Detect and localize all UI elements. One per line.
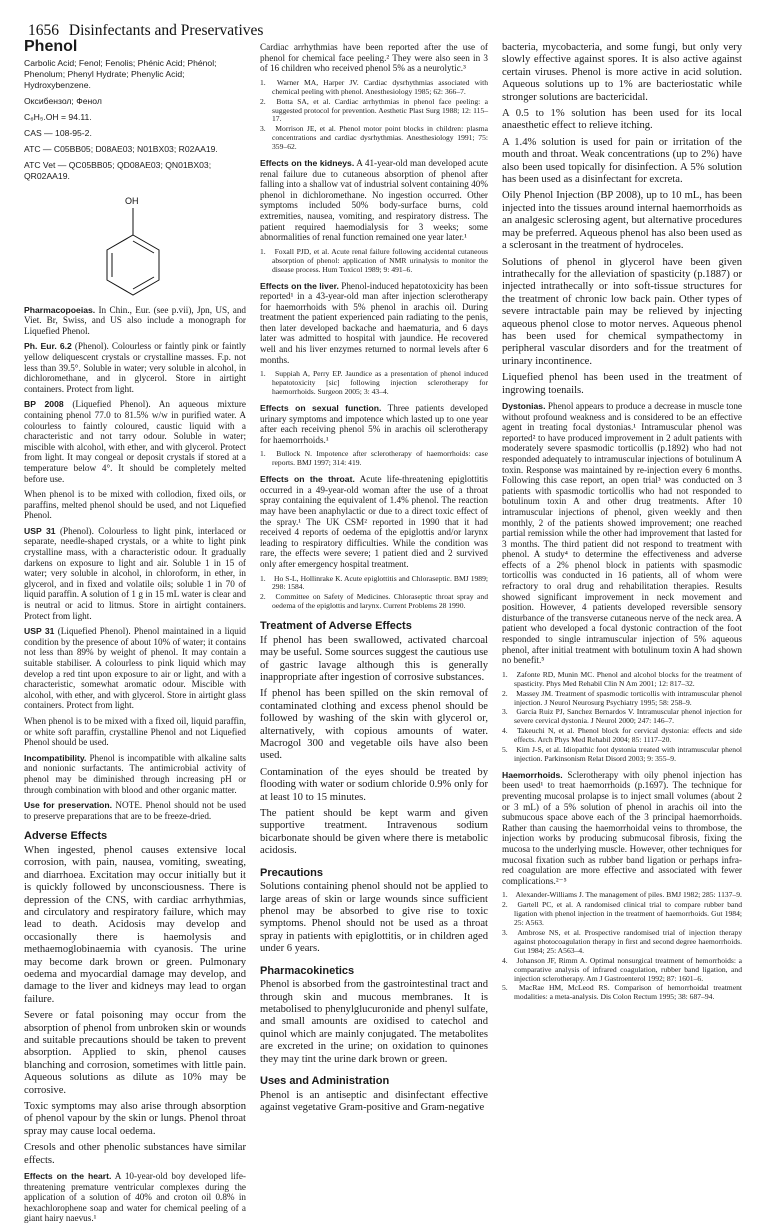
precautions-heading: Precautions	[260, 866, 323, 879]
uses-paragraph: Oily Phenol Injection (BP 2008), up to 10 mL, has been injected into the tissues around internal haemorrhoids as an analgesic sclerosing agent, but alternative procedures may be preferred. Aqueous phenol has also been used as a sclerosant in the treatment of hydroceles.	[502, 190, 742, 252]
reference-number: 3.	[260, 124, 266, 134]
reference-number: 3.	[502, 928, 508, 938]
pharmacokinetics-paragraph: Phenol is absorbed from the gastrointestinal tract and through skin and mucous membranes. It is metabolised to phenylglucuronide and phenyl sulfate, and small amounts are oxidised to catechol and quinol which are mainly conjugated. The metabolites are excreted in the urine; on oxidation to quinones they may tint the urine dark brown or green.	[260, 979, 488, 1065]
reference-text: Massey JM. Treatment of spasmodic torticollis with intramuscular phenol injection. J Neurol Neurosurg Psychiatry 1995; 58: 258–9.	[514, 688, 742, 707]
reference-item	[260, 593, 488, 611]
reference-number: 1.	[260, 573, 266, 583]
reference-item	[502, 891, 742, 900]
reference-number: 2.	[260, 96, 266, 106]
reference-item	[260, 98, 488, 125]
cas-number: CAS — 108-95-2.	[24, 127, 92, 138]
liver-entry: Effects on the liver. Phenol-induced hepatotoxicity has been reported¹ in a 43-year-old man after injection sclerotherapy for haemorrhoids with 5% phenol in arachis oil. During treatment the patient experienced pain radiating to the penis, then later developed backache and haematuria, and 6 days later was admitted to hospital with jaundice. He recovered well and his liver enzymes returned to normal levels after 6 months.	[260, 280, 488, 365]
structure-double-bond	[133, 277, 154, 289]
reference-item	[502, 690, 742, 708]
reference-list	[502, 671, 742, 764]
structure-oh-label: OH	[125, 195, 139, 206]
reference-text: Ambrose NS, et al. Prospective randomised trial of injection therapy against photocoagulation therapy in first and second degree haemorrhoids. Gut 1984; 25: A563–4.	[514, 928, 742, 955]
reference-list	[260, 248, 488, 275]
usp-entry: USP 31 (Phenol). Colourless to light pink, interlaced or separate, needle-shaped crystals, or a white to light pink crystalline mass, with a characteristic odour. It gradually darkens on exposure to light and air. Soluble 1 in 15 of water; very soluble in alcohol, in chloroform, in ether, in glycerol, and in fixed and volatile oils; soluble 1 in 70 of liquid paraffin. A solution of 1 g in 15 mL water is clear and is neutral or acid to litmus. Store in airtight containers. Protect from light.	[24, 525, 247, 621]
reference-text: Morrison JE, et al. Phenol motor point blocks in children: plasma concentrations and cardiac dysrhythmias. Anesthesiology 1991; 75: 359–62.	[272, 124, 488, 152]
molecular-formula: C₆H₅.OH = 94.11.	[24, 111, 92, 122]
synonyms: Carbolic Acid; Fenol; Fenolis; Phénic Acid; Phénol; Phenolum; Phenyl Hydrate; Phenylic Acid; Hydroxybenzene.	[24, 57, 217, 90]
adverse-paragraph: Severe or fatal poisoning may occur from the absorption of phenol from unbroken skin or wounds and suitable precautions should be taken to prevent absorption. Applied to skin, phenol causes blanching and corrosion, sometimes with little pain. Aqueous solutions as dilute as 10% may be corrosive.	[24, 1010, 246, 1096]
uses-paragraph: A 1.4% solution is used for pain or irritation of the mouth and throat. Weak concentrations (up to 2%) have also been used topically for disinfection. A 5% solution has been used as a disinfectant for excreta.	[502, 136, 742, 186]
reference-number: 1.	[502, 890, 508, 900]
reference-text: García Ruiz PJ, Sanchez Bernardos V. Intramuscular phenol injection for severe cervical dystonia. J Neurol 2000; 247: 146–7.	[514, 707, 742, 726]
precautions-paragraph: Solutions containing phenol should not be applied to large areas of skin or large wounds since sufficient phenol may be absorbed to give rise to toxic symptoms. Phenol should not be used as a throat spray in patients with epiglottitis, or in children aged under 6 years.	[260, 881, 488, 955]
sexual-function-entry: Effects on sexual function. Three patients developed urinary symptoms and impotence which lasted up to one year after each receiving phenol 5% in arachis oil sclerotherapy for haemorrhoids.¹	[260, 402, 488, 445]
reference-item	[260, 125, 488, 152]
page-number: 1656	[28, 22, 59, 39]
reference-text: Alexander-Williams J. The management of piles. BMJ 1982; 285: 1137–9.	[514, 890, 742, 900]
reference-list	[260, 575, 488, 612]
reference-text: Ho S-L, Hollinrake K. Acute epiglottitis and Chloraseptic. BMJ 1989; 298: 1584.	[272, 573, 488, 592]
pharmacokinetics-heading: Pharmacokinetics	[260, 964, 355, 977]
treatment-paragraph: The patient should be kept warm and given supportive treatment. Intravenous sodium bicarbonate should be given where there is metabolic acidosis.	[260, 808, 488, 857]
reference-text: Johanson JF, Rimm A. Optimal nonsurgical treatment of hemorrhoids: a comparative analysis of infrared coagulation, rubber band ligation, and injection sclerotherapy. Am J Gastroenterol 1992; 87: 1601–6.	[514, 955, 742, 983]
pharmacopoeias-entry: Pharmacopoeias. In Chin., Eur. (see p.vii), Jpn, US, and Viet. Br, Swiss, and US also include a monograph for Liquefied Phenol.	[24, 304, 247, 336]
monograph-title: Phenol	[24, 38, 78, 55]
adverse-paragraph: Toxic symptoms may also arise through absorption of phenol vapour by the skin or lungs. Phenol throat spray may cause local oedema.	[24, 1101, 246, 1137]
reference-text: Committee on Safety of Medicines. Chloraseptic throat spray and oedema of the epiglottis and larynx. Current Problems 28 1990.	[272, 592, 488, 611]
reference-text: MacRae HM, McLeod RS. Comparison of hemorrhoidal treatment modalities: a meta-analysis. Dis Colon Rectum 1995; 38: 687–94.	[514, 983, 742, 1002]
reference-text: Botta SA, et al. Cardiac arrhythmias in phenol face peeling: a suggested protocol for prevention. Aesthetic Plast Surg 1988; 12: 115–17.	[272, 96, 488, 124]
reference-item	[260, 450, 488, 468]
reference-number: 2.	[260, 592, 266, 602]
treatment-paragraph: If phenol has been swallowed, activated charcoal may be useful. Some sources suggest the cautious use of gastric lavage although this is generally inappropriate after ingestion of corrosive substances.	[260, 634, 489, 683]
reference-item	[502, 708, 742, 726]
reference-item	[502, 746, 742, 764]
reference-list	[260, 79, 488, 152]
atc-code: ATC — C05BB05; D08AE03; N01BX03; R02AA19.	[24, 143, 218, 154]
uses-continued: bacteria, mycobacteria, and some fungi, but only very slowly effective against spores. It is also active against certain viruses. Phenol is more active in acid solution. Aqueous solutions up to 1% are bacteriostatic while stronger solutions are bactericidal.	[502, 42, 742, 103]
bp-entry: BP 2008 (Liquefied Phenol). An aqueous mixture containing phenol 77.0 to 81.5% w/w in purified water. A colourless to faintly coloured, caustic liquid with a characteristic and not tarry odour. Soluble in water; miscible with alcohol, with ether, and with glycerol. Protect from light. It may congeal or deposit crystals if stored at a temperature below 4°. It should be completely melted before use.	[24, 399, 246, 484]
reference-text: Kim J-S, et al. Idiopathic foot dystonia treated with intramuscular phenol injection. Parkinsonism Relat Disord 2003; 9: 355–9.	[514, 745, 742, 763]
reference-number: 2.	[502, 900, 508, 910]
structure-double-bond	[133, 241, 154, 253]
uses-paragraph: Solutions of phenol in glycerol have been given intrathecally for the alleviation of spasticity (p.1887) or injected intrathecally or into soft-tissue structures for the treatment of chronic low back pain. Other types of severe intractable pain may be relieved by injecting aqueous phenol close to motor nerves. Aqueous phenol has been used for chemical sympathectomy in peripheral vascular disorders and for the treatment of urinary incontinence.	[502, 256, 742, 367]
section-title: Disinfectants and Preservatives	[68, 22, 264, 39]
reference-item	[502, 727, 742, 745]
reference-number: 1.	[260, 369, 266, 379]
reference-number: 5.	[502, 983, 508, 993]
reference-text: Foxall PJD, et al. Acute renal failure following accidental cutaneous absorption of phenol: application of NMR urinalysis to monitor the disease process. Hum Toxicol 1989; 9: 491–6.	[272, 246, 488, 274]
reference-text: Gartell PC, et al. A randomised clinical trial to compare rubber band ligation with phenol injection in the treatment of haemorrhoids. Gut 1984; 25: A563.	[514, 900, 742, 928]
reference-number: 3.	[502, 707, 508, 717]
uses-paragraph: A 0.5 to 1% solution has been used for its local anaesthetic effect to relieve itching.	[502, 108, 742, 132]
haemorrhoids-entry: Haemorrhoids. Sclerotherapy with oily phenol injection has been used¹ to treat haemorrhoids (p.1697). The technique for preventing mucosal prolapse is to inject small volumes (about 2 or 3 mL) of a 5% solution of phenol in arachis oil into the submucous space above each of the 3 principal haemorrhoids. Rather than causing the haemorrhoidal veins to thrombose, the injection works by producing submucosal fibrosis, fixing the mucosa to the underlying muscle. However, other techniques for mucosal fixation such as rubber band ligation or perhaps infra-red coagulation are more effective and associated with fewer complications.²⁻⁵	[502, 769, 743, 886]
reference-text: Suppiah A, Perry EP. Jaundice as a presentation of phenol induced hepatotoxicity [sic] following injection sclerotherapy for haemorrhoids. Surgeon 2005; 3: 43–4.	[272, 369, 488, 397]
reference-text: Warner MA, Harper JV. Cardiac dysrhythmias associated with chemical peeling with phenol. Anesthesiology 1985; 62: 366–7.	[272, 77, 488, 96]
bp-note: When phenol is to be mixed with collodion, fixed oils, or paraffins, melted phenol should be used, and not Liquefied Phenol.	[24, 489, 246, 521]
reference-number: 4.	[502, 726, 508, 736]
reference-item	[502, 901, 742, 928]
column-middle	[260, 42, 489, 1114]
reference-number: 2.	[502, 688, 508, 698]
reference-item	[502, 671, 742, 689]
reference-item	[260, 248, 488, 275]
kidneys-entry: Effects on the kidneys. A 41-year-old man developed acute renal failure due to cutaneous absorption of phenol after falling into a shallow vat of industrial solvent containing 40% phenol in dichloromethane. No ingestion occurred. Other symptoms included 50% body-surface burns, cold extremities, nausea, vomiting, and respiratory distress. The patient required haemodialysis for 3 weeks; some abnormalities of renal function remained one year later.¹	[260, 158, 488, 243]
preservation-entry: Use for preservation. NOTE. Phenol should not be used to preserve preparations that are to be freeze-dried.	[24, 800, 247, 821]
reference-item	[260, 79, 488, 97]
heart-continued: Cardiac arrhythmias have been reported after the use of phenol for chemical face peeling.² They were also seen in 3 of 16 children who received phenol 5% as a neurolytic.³	[260, 42, 488, 74]
uses-paragraph: Phenol is an antiseptic and disinfectant effective against vegetative Gram-positive and Gram-negative	[260, 1089, 488, 1114]
incompatibility-entry: Incompatibility. Phenol is incompatible with alkaline salts and nonionic surfactants. The antimicrobial activity of phenol may be diminished through increasing pH or through combination with blood and other organic matter.	[24, 752, 246, 795]
ph-eur-entry: Ph. Eur. 6.2 (Phenol). Colourless or faintly pink or faintly yellow deliquescent crystals or crystalline masses. F.p. not less than 39.5°. Soluble in water; very soluble in alcohol, in dichloromethane, and in glycerol. Store in airtight containers. Protect from light.	[24, 341, 246, 394]
reference-list	[260, 370, 488, 397]
reference-number: 4.	[502, 955, 508, 965]
adverse-paragraph: When ingested, phenol causes extensive local corrosion, with pain, nausea, vomiting, sweating, and diarrhoea. Excitation may occur initially but it is quickly followed by unconsciousness. There is depression of the CNS, with cardiac arrhythmias, and circulatory and respiratory failure, which may lead to death. Acidosis may develop and occasionally there is haemolysis and methaemoglobinaemia with cyanosis. The urine may become dark brown or green. Pulmonary oedema and myocardial damage may develop, and damage to the liver and kidneys may lead to organ failure.	[24, 844, 246, 1005]
reference-list	[260, 450, 488, 468]
reference-text: Takeuchi N, et al. Phenol block for cervical dystonia: effects and side effects. Arch Phys Med Rehabil 2004; 85: 1117–20.	[514, 726, 742, 745]
atc-vet-code: ATC Vet — QC05BB05; QD08AE03; QN01BX03; QR02AA19.	[24, 159, 212, 181]
adverse-effects-heading: Adverse Effects	[24, 830, 108, 843]
heart-entry: Effects on the heart. A 10-year-old boy developed life-threatening premature ventricular complexes during the application of a solution of 40% and croton oil 0.8% in hexachlorophene soap and water for chemical peeling of a giant hairy naevus.¹	[24, 1171, 246, 1224]
reference-number: 1.	[260, 246, 266, 256]
adverse-paragraph: Cresols and other phenolic substances have similar effects.	[24, 1142, 246, 1166]
reference-list	[502, 891, 742, 1002]
usp-note: When phenol is to be mixed with a fixed oil, liquid paraffin, or white soft paraffin, crystalline Phenol and not Liquefied Phenol should be used.	[24, 715, 246, 748]
treatment-paragraph: Contamination of the eyes should be treated by flooding with water or sodium chloride 0.9% only for at least 10 to 15 minutes.	[260, 766, 488, 803]
phenol-structure	[89, 191, 179, 303]
column-right	[502, 42, 742, 1014]
treatment-heading: Treatment of Adverse Effects	[260, 620, 412, 633]
reference-number: 1.	[260, 449, 266, 459]
reference-text: Zafonte RD, Munin MC. Phenol and alcohol blocks for the treatment of spasticity. Phys Med Rehabil Clin N Am 2001; 12: 817–32.	[514, 669, 742, 688]
usp-liquefied-entry: USP 31 (Liquefied Phenol). Phenol maintained in a liquid condition by the presence of about 10% of water; it contains not less than 89% by weight of phenol. It may contain a suitable stabiliser. A colourless to pink liquid which may develop a red tint upon exposure to air or light, and with a characteristic, somewhat aromatic odour. Miscible with alcohol, with ether, and with glycerol. Store in airtight glass containers. Protect from light.	[24, 626, 247, 711]
reference-item	[502, 929, 742, 956]
reference-item	[502, 984, 742, 1002]
reference-number: 5.	[502, 745, 508, 755]
reference-item	[502, 957, 742, 984]
reference-item	[260, 370, 488, 397]
reference-number: 1.	[260, 77, 266, 87]
column-left	[24, 38, 247, 1224]
structure-ring	[107, 235, 159, 295]
reference-item	[260, 575, 488, 593]
reference-number: 1.	[502, 669, 508, 679]
uses-paragraph: Liquefied phenol has been used in the treatment of ingrowing toenails.	[502, 372, 742, 396]
cyrillic-names: Оксибензол; Фенол	[24, 95, 102, 106]
structure-diagram	[24, 187, 246, 305]
uses-heading: Uses and Administration	[260, 1075, 390, 1088]
throat-entry: Effects on the throat. Acute life-threatening epiglottitis occurred in a 49-year-old woman after the use of a throat spray containing the equivalent of 1.4% phenol. The reaction may have been anaphylactic or due to a direct toxic effect of the spray.¹ The UK CSM² reported in 1990 that it had received 4 reports of oedema of the epiglottis and/or larynx leading to respiratory difficulties. While the condition was rare, the effects were severe; 1 patient died and 2 survived only after emergency hospital treatment.	[260, 474, 488, 569]
reference-text: Bullock N. Impotence after sclerotherapy of haemorrhoids: case reports. BMJ 1997; 314: 419.	[272, 449, 488, 468]
dystonias-entry: Dystonias. Phenol appears to produce a decrease in muscle tone without profound weakness and is considered to be an effective agent in treating focal dystonias.¹ Intramuscular phenol was reported² to have produced improvement in 2 adult patients with moderately severe spasmodic torticollis (p.1892) who had not responded adequately to intramuscular injections of botulinum A toxin. Response was maintained by re-injection every 6 months. Following this case report, an open trial³ was conducted on 3 patients with spasmodic torticollis who had not responded to botulinum toxin A and other drug treatments. After 10 intramuscular injections of phenol, given weekly and then monthly, 2 of the patients showed improvement; one reached partial remission while the other had improvement that lasted for 3 months. The third patient did not respond to treatment with phenol. A study⁴ to determine the effectiveness and adverse effects of a 2% phenol block in patients with spasmodic torticollis was conducted in 16 patients, all of whom were refractory to oral drug and rehabilitation therapies. Results showed significant improvement in neck movement and position. However, 4 patients developed reversible sensory disturbance of the transverse cutaneous nerve of the neck area. A patient who developed a focal dystonic contraction of the foot responded to single intramuscular injection of 5% aqueous phenol, after initial treatment with botulinum toxin A had shown no benefit.⁵	[502, 400, 743, 666]
treatment-paragraph: If phenol has been spilled on the skin removal of contaminated clothing and excess phenol should be followed by washing of the skin with glycerol or, alternatively, with copious amounts of water. Macrogol 300 and vegetable oils have also been used.	[260, 688, 488, 762]
